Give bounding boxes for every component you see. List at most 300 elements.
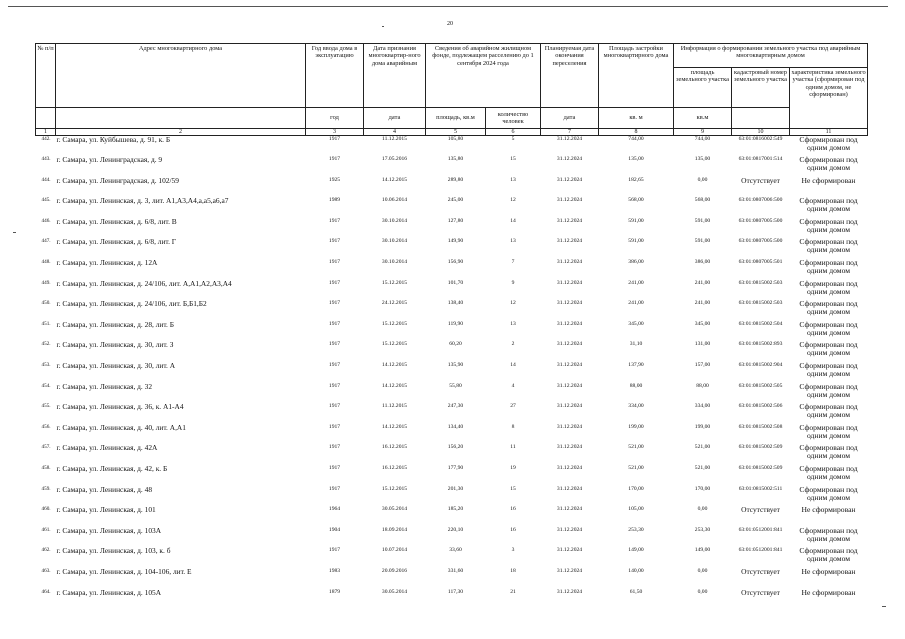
row-year: 1917 bbox=[328, 217, 341, 224]
row-year: 1917 bbox=[328, 279, 341, 286]
table-row bbox=[36, 321, 868, 342]
row-recognition-date: 15.12.2015 bbox=[381, 485, 408, 492]
row-year: 1917 bbox=[328, 403, 341, 410]
row-characteristic: Сформирован под одним домом bbox=[799, 465, 858, 481]
row-number: 446. bbox=[41, 217, 51, 224]
row-cadastral: Отсутствует bbox=[741, 588, 780, 597]
row-area: 245,00 bbox=[447, 197, 464, 204]
row-number: 458. bbox=[41, 465, 51, 471]
col-number-11: 11 bbox=[790, 129, 868, 136]
row-address: г. Самара, ул. Ленинская, д. 30, лит. З bbox=[56, 341, 174, 350]
row-cadastral: 63:01:0815002:505 bbox=[738, 382, 783, 389]
row-recognition-date: 30.05.2014 bbox=[381, 588, 408, 595]
row-built-area: 591,00 bbox=[628, 238, 644, 245]
table-body bbox=[36, 136, 868, 610]
row-area: 55,80 bbox=[449, 382, 462, 389]
row-address: г. Самара, ул. Ленинская, д. 104-106, лит. Е bbox=[56, 567, 192, 576]
row-planned-date: 31.12.2024 bbox=[556, 362, 583, 369]
row-year: 1925 bbox=[328, 176, 341, 183]
row-people: 4 bbox=[511, 382, 515, 389]
row-area: 134,40 bbox=[447, 423, 464, 430]
row-planned-date: 31.12.2024 bbox=[556, 176, 583, 183]
row-cadastral: 63:01:0815002:504 bbox=[738, 320, 783, 327]
row-planned-date: 31.12.2024 bbox=[556, 567, 583, 574]
row-characteristic: Сформирован под одним домом bbox=[799, 423, 858, 440]
row-area: 331,60 bbox=[447, 567, 464, 574]
row-characteristic: Сформирован под одним домом bbox=[799, 362, 858, 379]
row-recognition-date: 10.07.2014 bbox=[381, 547, 408, 554]
table-row bbox=[36, 506, 868, 527]
row-planned-date: 31.12.2024 bbox=[556, 217, 583, 224]
row-recognition-date: 14.12.2015 bbox=[381, 423, 408, 430]
row-built-area: 140,00 bbox=[628, 567, 644, 574]
table-row bbox=[36, 424, 868, 445]
row-area: 135,80 bbox=[447, 156, 464, 163]
row-planned-date: 31.12.2024 bbox=[556, 588, 583, 595]
row-land-area: 591,00 bbox=[694, 217, 711, 224]
row-people: 7 bbox=[511, 259, 515, 266]
row-area: 185,20 bbox=[447, 506, 464, 513]
row-people: 8 bbox=[511, 423, 515, 430]
row-planned-date: 31.12.2024 bbox=[556, 156, 583, 163]
row-cadastral: 63:01:0815002:511 bbox=[738, 485, 783, 492]
row-people: 3 bbox=[511, 547, 515, 554]
row-people: 13 bbox=[510, 238, 516, 245]
row-built-area: 199,00 bbox=[628, 423, 644, 430]
header-land-info: Информация о формировании земельного участка под аварийным многоквартирным домом bbox=[674, 44, 868, 68]
row-land-area: 157,00 bbox=[694, 362, 711, 369]
table-row bbox=[36, 280, 868, 301]
row-address: г. Самара, ул. Ленинская, д. 6/8, лит. В bbox=[56, 217, 177, 226]
row-year: 1989 bbox=[328, 197, 341, 204]
row-number: 445. bbox=[41, 197, 51, 204]
row-recognition-date: 14.12.2015 bbox=[381, 362, 408, 369]
row-address: г. Самара, ул. Ленинская, д. 48 bbox=[56, 485, 153, 494]
top-border-line bbox=[8, 6, 888, 7]
row-year: 1917 bbox=[328, 238, 341, 245]
row-land-area: 170,00 bbox=[694, 485, 711, 492]
row-cadastral: 63:01:0815002:893 bbox=[738, 341, 783, 348]
row-number: 449. bbox=[41, 279, 51, 286]
unit-year: год bbox=[306, 108, 364, 129]
row-built-area: 170,00 bbox=[628, 485, 644, 492]
header-year: Год ввода дома в эксплуатацию bbox=[306, 44, 364, 108]
row-area: 117,30 bbox=[447, 588, 464, 595]
row-planned-date: 31.12.2024 bbox=[556, 259, 583, 266]
row-planned-date: 31.12.2024 bbox=[556, 238, 583, 245]
table-row bbox=[36, 547, 868, 568]
row-built-area: 61,50 bbox=[629, 588, 643, 595]
row-number: 447. bbox=[41, 238, 51, 245]
row-address: г. Самара, ул. Ленинская, д. 36, к. А1-А4 bbox=[56, 403, 184, 412]
row-people: 18 bbox=[510, 567, 516, 574]
row-number: 461. bbox=[41, 526, 51, 533]
row-people: 15 bbox=[510, 485, 516, 492]
table-row bbox=[36, 259, 868, 280]
row-people: 13 bbox=[510, 176, 516, 183]
row-people: 14 bbox=[510, 217, 516, 224]
row-number: 462. bbox=[41, 547, 51, 554]
row-recognition-date: 24.12.2015 bbox=[381, 300, 408, 307]
table-row bbox=[36, 465, 868, 486]
row-characteristic: Сформирован под одним домом bbox=[799, 320, 858, 337]
row-planned-date: 31.12.2024 bbox=[556, 526, 583, 533]
row-people: 12 bbox=[510, 197, 516, 204]
table-row bbox=[36, 177, 868, 198]
row-year: 1917 bbox=[328, 444, 341, 451]
row-address: г. Самара, ул. Ленинская, д. 40, лит. А,А1 bbox=[56, 423, 186, 432]
row-year: 1917 bbox=[328, 300, 341, 307]
row-number: 450. bbox=[41, 300, 51, 307]
row-land-area: 568,00 bbox=[694, 197, 711, 204]
row-year: 1917 bbox=[328, 382, 341, 389]
row-characteristic: Сформирован под одним домом bbox=[799, 197, 858, 214]
row-year: 1983 bbox=[328, 567, 341, 574]
row-people: 21 bbox=[510, 588, 516, 595]
row-year: 1917 bbox=[328, 320, 341, 327]
row-planned-date: 31.12.2024 bbox=[556, 485, 583, 492]
row-built-area: 149,00 bbox=[628, 547, 644, 554]
row-characteristic: Сформирован под одним домом bbox=[799, 444, 858, 461]
row-planned-date: 31.12.2024 bbox=[556, 341, 583, 348]
row-number: 453. bbox=[41, 362, 51, 369]
row-year: 1917 bbox=[328, 465, 341, 471]
row-characteristic: Не сформирован bbox=[801, 506, 856, 515]
row-year: 1917 bbox=[328, 341, 341, 348]
col-number-2: 2 bbox=[56, 129, 306, 136]
row-cadastral: Отсутствует bbox=[741, 506, 780, 515]
row-land-area: 149,00 bbox=[694, 547, 711, 554]
row-people: 16 bbox=[510, 506, 516, 513]
row-number: 442. bbox=[41, 136, 51, 142]
table-row bbox=[36, 197, 868, 218]
row-land-area: 521,00 bbox=[694, 465, 711, 471]
row-year: 1917 bbox=[328, 136, 341, 142]
row-people: 2 bbox=[511, 341, 515, 348]
header-characteristic: характеристика земельного участка (сформирован под одним домом, не сформирован) bbox=[790, 68, 868, 129]
row-land-area: 88,00 bbox=[696, 382, 709, 389]
row-planned-date: 31.12.2024 bbox=[556, 136, 583, 142]
row-number: 454. bbox=[41, 382, 51, 389]
row-area: 177,90 bbox=[447, 465, 464, 471]
row-recognition-date: 30.10.2014 bbox=[381, 217, 408, 224]
row-planned-date: 31.12.2024 bbox=[556, 506, 583, 513]
row-cadastral: Отсутствует bbox=[741, 176, 780, 185]
row-land-area: 334,00 bbox=[694, 403, 711, 410]
row-planned-date: 31.12.2024 bbox=[556, 465, 583, 471]
row-cadastral: 63:01:0815002:904 bbox=[738, 362, 783, 369]
row-land-area: 241,00 bbox=[694, 279, 711, 286]
row-planned-date: 31.12.2024 bbox=[556, 300, 583, 307]
row-area: 60,20 bbox=[449, 341, 462, 348]
row-address: г. Самара, ул. Ленинская, д. 30, лит. А bbox=[56, 362, 176, 371]
row-characteristic: Сформирован под одним домом bbox=[799, 300, 858, 317]
row-area: 105,80 bbox=[447, 136, 464, 142]
row-land-area: 744,00 bbox=[694, 136, 711, 142]
row-characteristic: Сформирован под одним домом bbox=[799, 547, 858, 564]
row-address: г. Самара, ул. Ленинская, д. 12А bbox=[56, 259, 158, 268]
col-number-4: 4 bbox=[364, 129, 426, 136]
row-people: 14 bbox=[510, 362, 516, 369]
row-recognition-date: 14.12.2015 bbox=[381, 382, 408, 389]
scan-speck bbox=[382, 26, 384, 27]
row-number: 444. bbox=[41, 176, 51, 183]
table-row bbox=[36, 403, 868, 424]
row-cadastral: 63:01:0815002:509 bbox=[738, 465, 783, 471]
row-characteristic: Сформирован под одним домом bbox=[799, 135, 858, 152]
unit-empty-2 bbox=[56, 108, 306, 129]
row-characteristic: Сформирован под одним домом bbox=[799, 217, 858, 234]
row-recognition-date: 20.09.2016 bbox=[381, 567, 408, 574]
row-recognition-date: 18.09.2014 bbox=[381, 526, 408, 533]
row-built-area: 334,00 bbox=[628, 403, 644, 410]
row-cadastral: 63:01:0512001:841 bbox=[738, 547, 783, 554]
row-planned-date: 31.12.2024 bbox=[556, 382, 583, 389]
table-header bbox=[36, 44, 868, 136]
row-built-area: 386,00 bbox=[628, 259, 644, 266]
header-emergency-info: Сведения об аварийном жилищном фонде, подлежащем расселению до 1 сентября 2024 года bbox=[426, 44, 541, 108]
row-characteristic: Не сформирован bbox=[801, 567, 856, 576]
row-people: 12 bbox=[510, 300, 516, 307]
row-number: 443. bbox=[41, 156, 51, 163]
row-area: 101,70 bbox=[447, 279, 464, 286]
header-address: Адрес многоквартирного дома bbox=[56, 44, 306, 108]
row-planned-date: 31.12.2024 bbox=[556, 423, 583, 430]
row-number: 456. bbox=[41, 423, 51, 430]
row-address: г. Самара, ул. Куйбышева, д. 91, к. Б bbox=[56, 135, 171, 144]
row-built-area: 241,00 bbox=[628, 300, 644, 307]
header-number: № п/п bbox=[36, 44, 56, 108]
row-people: 16 bbox=[510, 526, 516, 533]
row-built-area: 88,00 bbox=[629, 382, 643, 389]
row-characteristic: Сформирован под одним домом bbox=[799, 526, 858, 543]
col-number-10: 10 bbox=[732, 129, 790, 136]
row-built-area: 105,00 bbox=[628, 506, 644, 513]
row-characteristic: Сформирован под одним домом bbox=[799, 403, 858, 420]
row-recognition-date: 15.12.2015 bbox=[381, 279, 408, 286]
unit-empty-3 bbox=[732, 108, 790, 129]
row-year: 1917 bbox=[328, 423, 341, 430]
row-people: 13 bbox=[510, 320, 516, 327]
row-recognition-date: 30.10.2014 bbox=[381, 259, 408, 266]
unit-area: площадь, кв.м bbox=[426, 108, 486, 129]
page-number: 20 bbox=[447, 21, 453, 27]
row-land-area: 131,00 bbox=[694, 341, 711, 348]
row-address: г. Самара, ул. Ленинская, д. 101 bbox=[56, 506, 156, 515]
row-characteristic: Сформирован под одним домом bbox=[799, 382, 858, 399]
row-area: 247,30 bbox=[447, 403, 464, 410]
table-row bbox=[36, 527, 868, 548]
row-cadastral: 63:01:0815002:506 bbox=[738, 403, 783, 410]
row-built-area: 591,00 bbox=[628, 217, 644, 224]
row-area: 33,60 bbox=[449, 547, 462, 554]
row-planned-date: 31.12.2024 bbox=[556, 547, 583, 554]
row-recognition-date: 15.12.2015 bbox=[381, 320, 408, 327]
row-planned-date: 31.12.2024 bbox=[556, 197, 583, 204]
row-built-area: 241,00 bbox=[628, 279, 644, 286]
row-characteristic: Не сформирован bbox=[801, 588, 856, 597]
row-recognition-date: 17.05.2016 bbox=[381, 156, 408, 163]
row-year: 1917 bbox=[328, 259, 341, 266]
row-year: 1879 bbox=[328, 588, 341, 595]
row-cadastral: 63:01:0512001:841 bbox=[738, 526, 783, 533]
row-number: 460. bbox=[41, 506, 51, 513]
row-year: 1917 bbox=[328, 362, 341, 369]
row-recognition-date: 16.12.2015 bbox=[381, 465, 408, 471]
row-built-area: 135,00 bbox=[628, 156, 644, 163]
row-cadastral: 63:01:0815002:503 bbox=[738, 300, 783, 307]
row-built-area: 744,00 bbox=[628, 136, 644, 142]
table-row bbox=[36, 218, 868, 239]
row-address: г. Самара, ул. Ленинская, д. 103, к. б bbox=[56, 547, 171, 556]
row-planned-date: 31.12.2024 bbox=[556, 320, 583, 327]
row-characteristic: Сформирован под одним домом bbox=[799, 279, 858, 296]
row-land-area: 0,00 bbox=[697, 567, 708, 574]
row-land-area: 386,00 bbox=[694, 259, 711, 266]
unit-date: дата bbox=[364, 108, 426, 129]
row-area: 127,80 bbox=[447, 217, 464, 224]
header-recognition-date: Дата признания многоквартир-ного дома аварийным bbox=[364, 44, 426, 108]
row-address: г. Самара, ул. Ленинская, д. 24/106, лит. Б,Б1,Б2 bbox=[56, 300, 207, 309]
row-year: 1917 bbox=[328, 485, 341, 492]
row-people: 15 bbox=[510, 156, 516, 163]
row-address: г. Самара, ул. Ленинская, д. 24/106, лит. А,А1,А2,А3,А4 bbox=[56, 279, 232, 288]
row-recognition-date: 11.12.2015 bbox=[382, 403, 407, 410]
row-built-area: 137,90 bbox=[628, 362, 644, 369]
col-number-7: 7 bbox=[541, 129, 599, 136]
row-built-area: 182,65 bbox=[628, 176, 644, 183]
row-recognition-date: 10.06.2014 bbox=[381, 197, 408, 204]
col-number-6: 6 bbox=[486, 129, 541, 136]
row-land-area: 0,00 bbox=[697, 506, 708, 513]
unit-planned-date: дата bbox=[541, 108, 599, 129]
row-area: 289,80 bbox=[447, 176, 464, 183]
row-land-area: 253,30 bbox=[694, 526, 711, 533]
row-address: г. Самара, ул. Ленинская, д. 3, лит. А1,А3,А4,а,а5,а6,а7 bbox=[56, 197, 229, 206]
row-address: г. Самара, ул. Ленинская, д. 42А bbox=[56, 444, 158, 453]
row-recognition-date: 15.12.2015 bbox=[381, 341, 408, 348]
row-characteristic: Сформирован под одним домом bbox=[799, 259, 858, 276]
row-area: 156,90 bbox=[447, 259, 464, 266]
row-people: 5 bbox=[511, 136, 515, 142]
row-address: г. Самара, ул. Ленинская, д. 42, к. Б bbox=[56, 465, 168, 473]
housing-table-sheet bbox=[35, 43, 867, 609]
row-land-area: 0,00 bbox=[697, 588, 708, 595]
table-row bbox=[36, 341, 868, 362]
row-built-area: 345,00 bbox=[628, 320, 644, 327]
row-address: г. Самара, ул. Ленинская, д. 6/8, лит. Г bbox=[56, 238, 177, 247]
row-cadastral: 63:01:0815002:508 bbox=[738, 423, 783, 430]
scan-speck bbox=[882, 606, 886, 607]
table-row bbox=[36, 362, 868, 383]
row-cadastral: 63:01:0807006:500 bbox=[738, 197, 783, 204]
row-year: 1904 bbox=[328, 526, 341, 533]
row-built-area: 521,00 bbox=[628, 444, 644, 451]
row-planned-date: 31.12.2024 bbox=[556, 403, 583, 410]
unit-land-sqm: кв.м bbox=[674, 108, 732, 129]
row-number: 459. bbox=[41, 485, 51, 492]
row-characteristic: Сформирован под одним домом bbox=[799, 238, 858, 255]
header-land-area: площадь земельного участка bbox=[674, 68, 732, 108]
row-recognition-date: 16.12.2015 bbox=[381, 444, 408, 451]
row-area: 220,10 bbox=[447, 526, 464, 533]
row-characteristic: Сформирован под одним домом bbox=[799, 156, 858, 173]
row-characteristic: Сформирован под одним домом bbox=[799, 341, 858, 358]
col-number-8: 8 bbox=[599, 129, 674, 136]
row-area: 201,30 bbox=[447, 485, 464, 492]
row-address: г. Самара, ул. Ленинградская, д. 9 bbox=[56, 156, 163, 165]
row-cadastral: 63:01:0807005:501 bbox=[738, 259, 783, 266]
row-cadastral: 63:01:0816002:549 bbox=[738, 136, 783, 142]
row-cadastral: 63:01:0817001:514 bbox=[738, 156, 783, 163]
row-address: г. Самара, ул. Ленинградская, д. 102/59 bbox=[56, 176, 179, 185]
row-number: 448. bbox=[41, 259, 51, 266]
row-characteristic: Не сформирован bbox=[801, 176, 856, 185]
table-row bbox=[36, 486, 868, 507]
row-land-area: 591,00 bbox=[694, 238, 711, 245]
row-number: 464. bbox=[41, 588, 51, 595]
header-planned-date: Планируемая дата окончания переселения bbox=[541, 44, 599, 108]
unit-built-sqm: кв. м bbox=[599, 108, 674, 129]
row-people: 19 bbox=[510, 465, 516, 471]
row-area: 138,40 bbox=[447, 300, 464, 307]
row-cadastral: 63:01:0807005:500 bbox=[738, 217, 783, 224]
row-cadastral: 63:01:0815002:503 bbox=[738, 279, 783, 286]
row-land-area: 521,00 bbox=[694, 444, 711, 451]
row-recognition-date: 30.10.2014 bbox=[381, 238, 408, 245]
row-land-area: 135,00 bbox=[694, 156, 711, 163]
row-area: 156,20 bbox=[447, 444, 464, 451]
row-cadastral: 63:01:0815002:509 bbox=[738, 444, 783, 451]
table-row bbox=[36, 238, 868, 259]
row-built-area: 31,10 bbox=[629, 341, 643, 348]
row-built-area: 521,00 bbox=[628, 465, 644, 471]
col-number-5: 5 bbox=[426, 129, 486, 136]
row-land-area: 345,00 bbox=[694, 320, 711, 327]
row-area: 135,90 bbox=[447, 362, 464, 369]
row-number: 452. bbox=[41, 341, 51, 348]
row-address: г. Самара, ул. Ленинская, д. 103А bbox=[56, 526, 162, 535]
row-people: 9 bbox=[511, 279, 515, 286]
col-number-9: 9 bbox=[674, 129, 732, 136]
row-cadastral: Отсутствует bbox=[741, 567, 780, 576]
col-number-1: 1 bbox=[36, 129, 56, 136]
row-land-area: 241,00 bbox=[694, 300, 711, 307]
row-recognition-date: 30.05.2014 bbox=[381, 506, 408, 513]
row-people: 27 bbox=[510, 403, 516, 410]
table-row bbox=[36, 136, 868, 157]
row-people: 11 bbox=[510, 444, 516, 451]
table-row bbox=[36, 589, 868, 610]
unit-empty-1 bbox=[36, 108, 56, 129]
row-planned-date: 31.12.2024 bbox=[556, 279, 583, 286]
table-row bbox=[36, 568, 868, 589]
table-row bbox=[36, 383, 868, 404]
table-row bbox=[36, 156, 868, 177]
row-address: г. Самара, ул. Ленинская, д. 32 bbox=[56, 382, 153, 391]
row-year: 1964 bbox=[328, 506, 341, 513]
header-built-area: Площадь застройки многоквартирного дома bbox=[599, 44, 674, 108]
row-cadastral: 63:01:0807005:500 bbox=[738, 238, 783, 245]
row-recognition-date: 11.12.2015 bbox=[382, 136, 407, 142]
row-planned-date: 31.12.2024 bbox=[556, 444, 583, 451]
row-address: г. Самара, ул. Ленинская, д. 105А bbox=[56, 588, 162, 597]
scan-speck bbox=[13, 232, 16, 233]
emergency-housing-table bbox=[35, 43, 868, 609]
col-number-3: 3 bbox=[306, 129, 364, 136]
row-built-area: 568,00 bbox=[628, 197, 644, 204]
table-row bbox=[36, 300, 868, 321]
